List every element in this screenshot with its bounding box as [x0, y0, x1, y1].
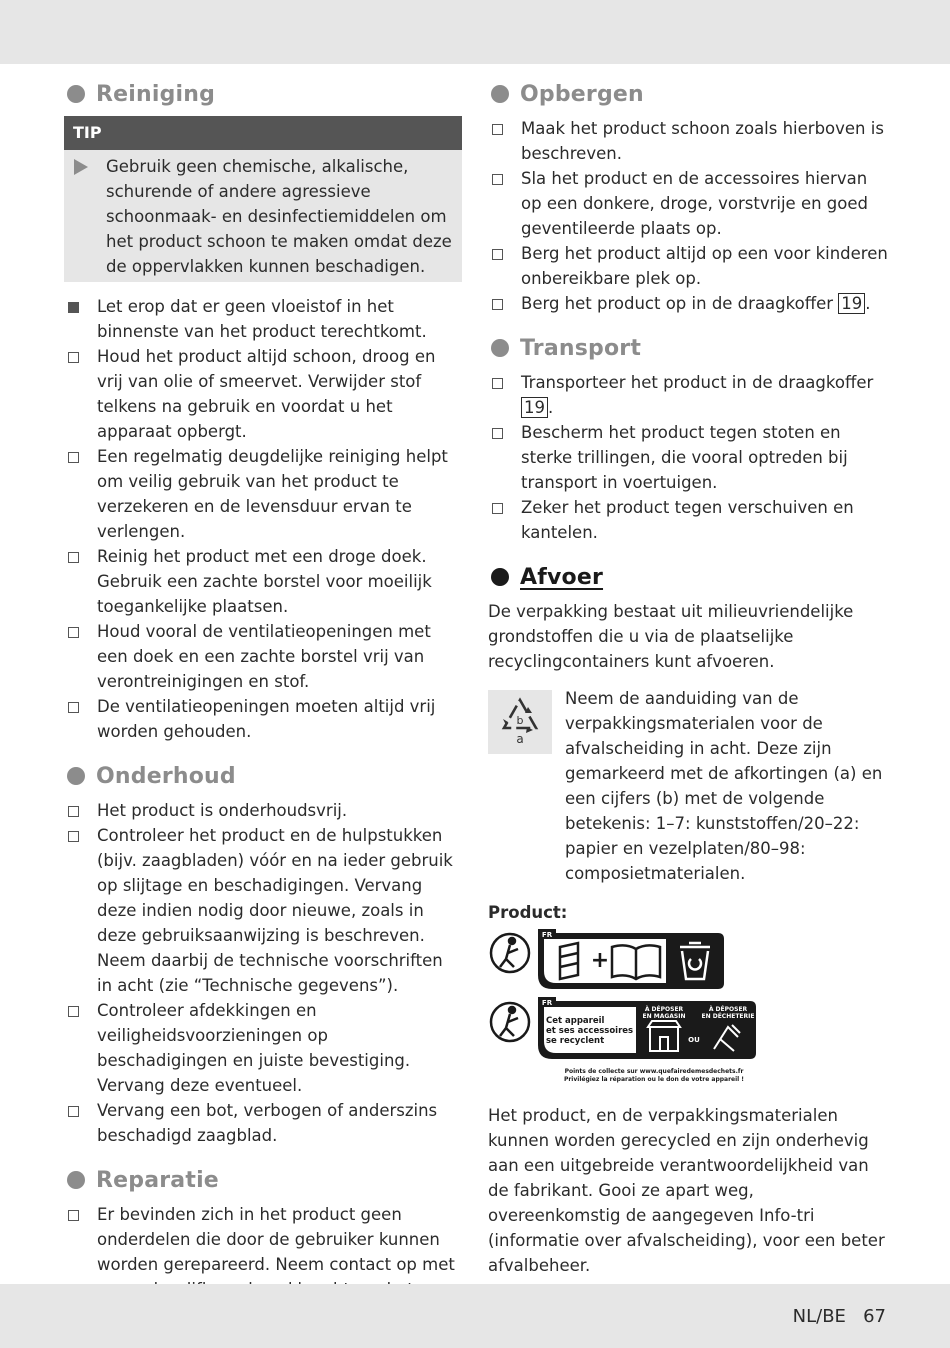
list-item: [488, 370, 888, 420]
svg-text:se recyclent: se recyclent: [546, 1036, 605, 1046]
afvoer-outro: Het product, en de verpakkingsmaterialen kunnen worden gerecycled en zijn onderhevig aan een uitgebreide verantwoordelijkheid van de fabrikant. Gooi ze apart weg, overeenkomstig de aangegeven Info-tri (informatie over afvalscheiding), voor een beter afvalbeheer.: [488, 1106, 885, 1275]
filled-square-icon: [68, 302, 79, 313]
symbol-a-label: a: [516, 732, 524, 746]
svg-text:EN MAGASIN: EN MAGASIN: [642, 1013, 686, 1020]
checkbox-square-icon: [492, 503, 503, 514]
list-item-text: Transporteer het product in de draagkoffer 19 .: [521, 373, 874, 417]
section-heading-opbergen: [488, 78, 888, 110]
recycling-symbol-row: [488, 686, 888, 886]
section-heading-afvoer: [488, 561, 888, 593]
page-footer: [793, 1304, 886, 1329]
svg-text:et ses accessoires: et ses accessoires: [546, 1026, 634, 1036]
checkbox-square-icon: [68, 452, 79, 463]
svg-text:Points de collecte sur www.que: Points de collecte sur www.quefairedemesdechets.fr: [564, 1068, 744, 1075]
list-item-text: Let erop dat er geen vloeistof in het binnenste van het product terechtkomt.: [97, 297, 427, 341]
list-item: [488, 241, 888, 291]
list-item: [64, 798, 462, 823]
list-item-text: Houd het product altijd schoon, droog en vrij van olie of smeervet. Verwijder stof telkens na gebruik en voordat u het apparaat opbergt.: [97, 347, 436, 441]
language-code: NL/BE: [792, 1306, 846, 1327]
recycling-triangle-icon: [488, 690, 552, 754]
list-item: [488, 116, 888, 166]
checkbox-square-icon: [492, 249, 503, 260]
triman-man-icon: [491, 1003, 529, 1041]
list-item-text: Een regelmatig deugdelijke reiniging helpt om veilig gebruik van het product te verzekeren en de levensduur ervan te verlengen.: [97, 447, 448, 541]
list-item: [64, 444, 462, 544]
checkbox-square-icon: [492, 299, 503, 310]
list-item-text: Vervang een bot, verbogen of anderszins beschadigd zaagblad.: [97, 1101, 438, 1145]
svg-text:OU: OU: [688, 1036, 700, 1044]
tip-text: Gebruik geen chemische, alkalische, schurende of andere agressieve schoonmaak- en desinfectiemiddelen om het product schoon te maken omdat deze de oppervlakken kunnen beschadigen.: [106, 157, 452, 276]
list-item-text-main: Berg het product op in de draagkoffer: [521, 294, 834, 313]
checkbox-square-icon: [68, 831, 79, 842]
part-number-ref: 19: [838, 293, 865, 314]
list-item: [488, 166, 888, 241]
section-title: Onderhoud: [96, 763, 236, 789]
section-heading-reparatie: [64, 1164, 462, 1196]
checkbox-square-icon: [68, 702, 79, 713]
header-band: [0, 0, 950, 64]
bullet-dot-icon: [67, 85, 85, 103]
section-title: Reparatie: [96, 1167, 219, 1193]
list-item: [64, 344, 462, 444]
section-heading-transport: [488, 332, 888, 364]
list-item: [488, 495, 888, 545]
svg-text:Privilégiez la réparation ou l: Privilégiez la réparation ou le don de votre appareil !: [563, 1076, 745, 1083]
checkbox-square-icon: [68, 627, 79, 638]
list-item-text: Maak het product schoon zoals hierboven is beschreven.: [521, 119, 884, 163]
list-item: [64, 694, 462, 744]
recycling-symbol-text: Neem de aanduiding van de verpakkingsmaterialen voor de afvalscheiding in acht. Deze zijn gemarkeerd met de afkortingen (a) en een cijfers (b) met de volgende betekenis: 1–7: kunststoffen/20–22: papier en vezelplaten/80–98: composietmaterialen.: [565, 689, 883, 883]
list-item-text-main: Transporteer het product in de draagkoffer: [521, 373, 874, 392]
product-label: Product:: [488, 903, 568, 922]
transport-list: [488, 370, 888, 545]
triman-logo: [488, 929, 758, 1089]
svg-text:Cet appareil: Cet appareil: [546, 1016, 605, 1026]
list-item: [64, 544, 462, 619]
list-item-text: Berg het product altijd op een voor kinderen onbereikbare plek op.: [521, 244, 888, 288]
list-item: [64, 998, 462, 1098]
bullet-dot-icon: [67, 1171, 85, 1189]
left-column: [64, 78, 462, 1343]
bullet-dot-icon: [491, 85, 509, 103]
list-item-text-main: Controleer het product en de hulpstukken (bijv. zaagbladen) vóór en na ieder gebruik op slijtage en beschadigingen. Vervang deze indien nodig door nieuwe, zoals in deze gebruiksaanwijzing is beschreven.: [97, 826, 453, 945]
bullet-dot-icon: [491, 568, 509, 586]
onderhoud-list: [64, 798, 462, 1148]
triman-man-icon: [491, 934, 529, 972]
page-number: 67: [863, 1306, 886, 1327]
bullet-dot-icon: [67, 767, 85, 785]
list-item: [64, 1098, 462, 1148]
svg-text:FR: FR: [541, 999, 553, 1007]
list-item-text: Reinig het product met een droge doek. Gebruik een zachte borstel voor moeilijk toegankelijke plaatsen.: [97, 547, 432, 616]
list-item-text: Houd vooral de ventilatieopeningen met een doek en een zachte borstel vrij van verontreinigingen en stof.: [97, 622, 431, 691]
checkbox-square-icon: [492, 428, 503, 439]
checkbox-square-icon: [492, 378, 503, 389]
list-item-text: Controleer afdekkingen en veiligheidsvoorzieningen op beschadigingen en juiste bevestiging. Vervang deze eventueel.: [97, 1001, 411, 1095]
part-number-ref: 19: [521, 397, 548, 418]
bullet-dot-icon: [491, 339, 509, 357]
checkbox-square-icon: [68, 552, 79, 563]
tip-label: TIP: [64, 116, 462, 150]
list-item: [64, 619, 462, 694]
list-item-text: Het product is onderhoudsvrij.: [97, 801, 348, 820]
tip-box: [64, 116, 462, 282]
list-item-text: Zeker het product tegen verschuiven en kantelen.: [521, 498, 854, 542]
svg-text:À DÉPOSER: À DÉPOSER: [708, 1006, 748, 1013]
list-item-text: [97, 823, 462, 998]
list-item-text: Berg het product op in de draagkoffer 19 .: [521, 294, 871, 313]
checkbox-square-icon: [68, 1210, 79, 1221]
list-item: [488, 291, 888, 316]
checkbox-square-icon: [68, 1006, 79, 1017]
checkbox-square-icon: [68, 352, 79, 363]
reiniging-list: [64, 294, 462, 744]
list-item: [64, 294, 462, 344]
plus-icon: +: [590, 948, 610, 973]
section-heading-reiniging: [64, 78, 462, 110]
checkbox-square-icon: [68, 1106, 79, 1117]
section-title: Opbergen: [520, 81, 644, 107]
checkbox-square-icon: [492, 174, 503, 185]
list-item: [488, 420, 888, 495]
section-title: Transport: [520, 335, 642, 361]
list-item-text: Sla het product en de accessoires hiervan op een donkere, droge, vorstvrije en goed geventileerde plaats op.: [521, 169, 868, 238]
checkbox-square-icon: [492, 124, 503, 135]
list-item-text: Bescherm het product tegen stoten en sterke trillingen, die vooral optreden bij transport in voertuigen.: [521, 423, 848, 492]
list-item: [64, 823, 462, 998]
arrow-right-icon: [74, 159, 88, 175]
list-item-text: Er bevinden zich in het product geen onderdelen die door de gebruiker kunnen worden gerepareerd. Neem contact op met: [97, 1205, 455, 1274]
svg-text:À DÉPOSER: À DÉPOSER: [644, 1006, 684, 1013]
afvoer-intro: De verpakking bestaat uit milieuvriendelijke grondstoffen die u via de plaatselijke recyclingcontainers kunt afvoeren.: [488, 602, 854, 671]
tip-body: [64, 150, 462, 282]
list-item-text: De ventilatieopeningen moeten altijd vrij worden gehouden.: [97, 697, 436, 741]
section-title: Reiniging: [96, 81, 216, 107]
checkbox-square-icon: [68, 806, 79, 817]
svg-text:EN DÉCHETERIE: EN DÉCHETERIE: [701, 1013, 755, 1020]
section-heading-onderhoud: [64, 760, 462, 792]
opbergen-list: [488, 116, 888, 316]
svg-text:FR: FR: [541, 931, 553, 939]
right-column: [488, 78, 888, 1327]
section-title: Afvoer: [520, 564, 604, 590]
list-item-text-extra: Neem daarbij de technische voorschriften in acht (zie “Technische gegevens”).: [97, 951, 443, 995]
symbol-b-label: b: [516, 714, 524, 727]
